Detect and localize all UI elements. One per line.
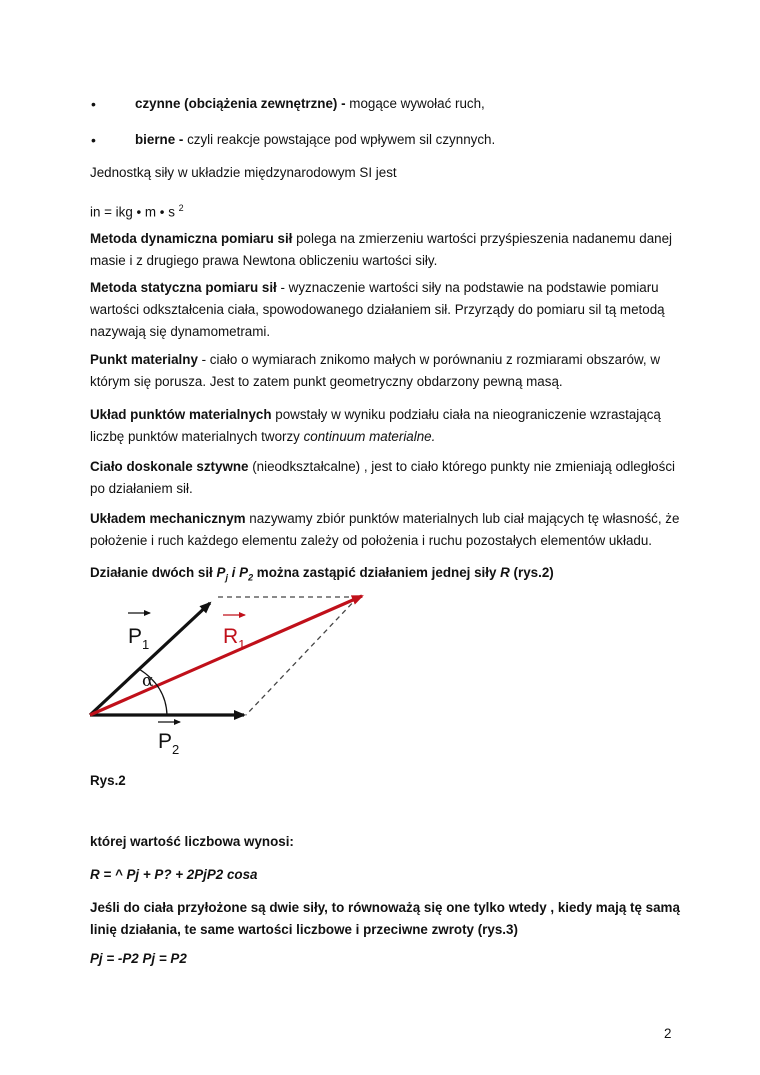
paragraph-equilibrium: Jeśli do ciała przyłożone są dwie siły, to równoważą się one tylko wtedy , kiedy mają tę samą linię działania, te same wartości liczbowe i przeciwne zwroty (rys.3) xyxy=(90,900,680,937)
p1-label: $P_1$ xyxy=(128,625,150,652)
bullet-dot: • xyxy=(91,96,96,112)
vector-p1 xyxy=(90,603,210,715)
paragraph-material-point: Punkt materialny - ciało o wymiarach znikomo małych w porównaniu z rozmiarami obszarów, w którym się porusza. Jest to zatem punkt geometryczny obdarzony pewną masą. xyxy=(90,352,661,389)
bullet-dot: • xyxy=(91,132,96,148)
paragraph-static-method: Metoda statyczna pomiaru sił - wyznaczenie wartości siły na podstawie na podstawie pomiaru wartości odkształcenia ciała, spowodowanego działaniem sił. Przyrządy do pomiaru sil tą metodą nazywają się dynamometrami. xyxy=(90,280,665,339)
paragraph-rigid-body: Ciało doskonale sztywne (nieodkształcalne) , jest to ciało którego punkty nie zmieniają odległości po działaniem sił. xyxy=(90,459,675,496)
paragraph-point-system: Układ punktów materialnych powstały w wyniku podziału ciała na nieograniczenie wzrastającą liczbę punktów materialnych tworzy continuum materialne. xyxy=(90,407,661,444)
unit-formula: in = ikg • m • s $^2$ xyxy=(90,203,184,220)
p2-label: $P_2$ xyxy=(158,730,180,757)
unit-sentence: Jednostką siły w układzie międzynarodowym SI jest xyxy=(90,165,397,180)
bullet-item-passive: bierne - czyli reakcje powstające pod wpływem sil czynnych. xyxy=(135,132,496,147)
figure-caption: Rys.2 xyxy=(90,773,126,788)
bullet-item-active: czynne (obciążenia zewnętrzne) - mogące wywołać ruch, xyxy=(135,96,485,111)
force-parallelogram-figure xyxy=(86,588,376,758)
page-number: 2 xyxy=(664,1026,672,1041)
paragraph-mechanical-system: Układem mechanicznym nazywamy zbiór punktów materialnych lub ciał mających tę własność, że położenie i ruch każdego elementu zależy od położenia i ruchu pozostałych elementów układu. xyxy=(90,511,680,548)
formula-equilibrium: Pj = -P2 Pj = P2 xyxy=(90,951,187,966)
value-label: której wartość liczbowa wynosi: xyxy=(90,834,294,849)
r1-label: $R_1$ xyxy=(223,625,246,652)
figure-heading: Działanie dwóch sił $P_j$ i $P_2$ można zastąpić działaniem jednej siły R (rys.2) xyxy=(90,565,554,583)
alpha-label: α xyxy=(142,671,154,691)
vector-r1-resultant xyxy=(90,596,362,715)
formula-resultant: R = ^ Pj + P? + 2PjP2 cosa xyxy=(90,867,258,882)
paragraph-dynamic-method: Metoda dynamiczna pomiaru sił polega na zmierzeniu wartości przyśpieszenia nadanemu danej masie i z drugiego prawa Newtona obliczeniu wartości siły. xyxy=(90,231,673,268)
dashed-right-edge xyxy=(246,597,358,715)
